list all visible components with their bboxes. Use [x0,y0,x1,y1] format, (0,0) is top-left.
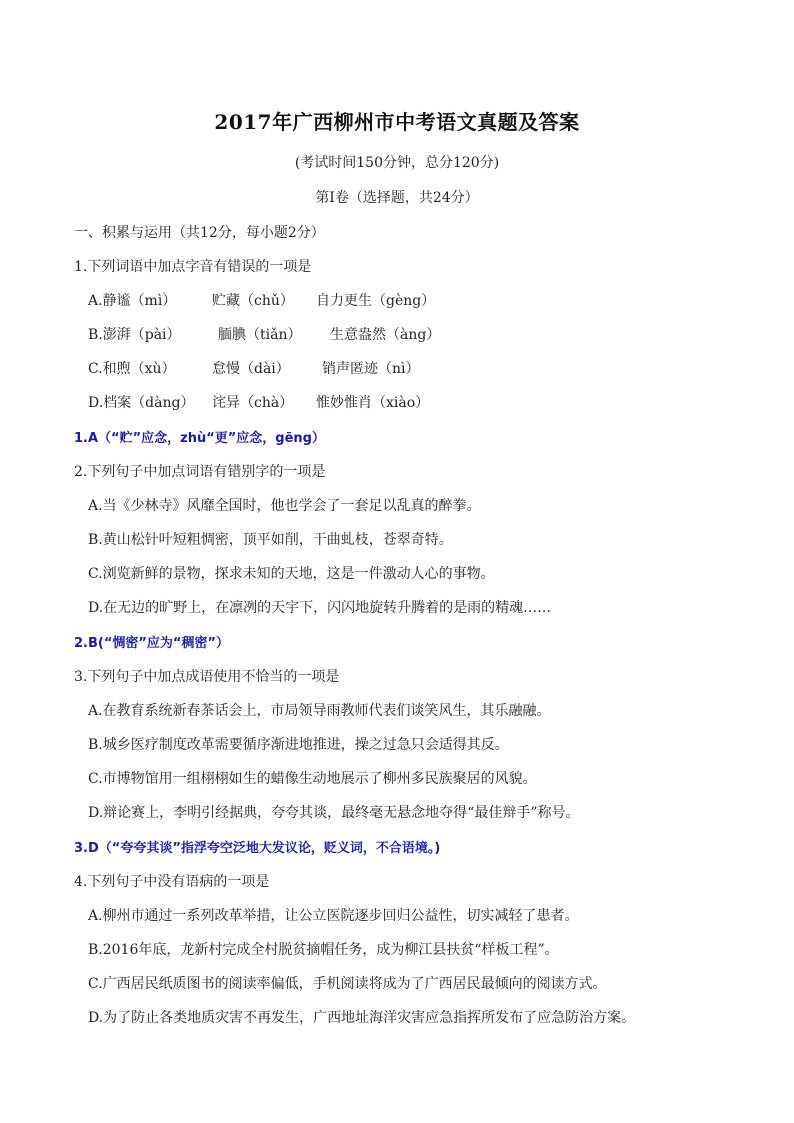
question-3-option-c: C.市博物馆用一组栩栩如生的蜡像生动地展示了柳州多民族聚居的风貌。 [88,771,537,787]
question-2-stem: 2.下列句子中加点词语有错别字的一项是 [74,464,326,480]
option-d-word-1: D.档案（dàng） [88,395,195,411]
question-2-option-a: A.当《少林寺》风靡全国时，他也学会了一套足以乱真的醉拳。 [88,498,481,514]
question-2-answer: 2.B(“惆密”应为“稠密”） [74,636,230,651]
section-heading: 一、积累与运用（共12分，每小题2分） [74,225,325,241]
option-c-word-1: C.和煦（xù） [88,361,176,377]
question-2-option-d: D.在无边的旷野上，在凛冽的天宇下，闪闪地旋转升腾着的是雨的精魂…… [88,600,552,616]
question-3-answer: 3.D（“夸夸其谈”指浮夸空泛地大发议论，贬义词，不合语境。) [74,841,441,856]
option-b-word-2: 腼腆（tiǎn） [218,327,302,343]
question-3-stem: 3.下列句子中加点成语使用不恰当的一项是 [74,669,340,685]
page-title: 2017年广西柳州市中考语文真题及答案 [214,110,580,134]
option-d-word-2: 诧异（chà） [212,395,294,411]
question-3-option-d: D.辩论赛上，李明引经据典，夸夸其谈，最终毫无悬念地夺得“最佳辩手”称号。 [88,805,580,821]
option-b-word-3: 生意盎然（àng） [330,327,441,343]
option-a-word-1: A.静谧（mì） [88,293,177,309]
option-a-word-3: 自力更生（gèng） [316,293,436,309]
option-c-word-2: 怠慢（dài） [212,361,290,377]
option-b-word-1: B.澎湃（pài） [88,327,181,343]
question-2-option-b: B.黄山松针叶短粗惆密，顶平如削，干曲虬枝，苍翠奇特。 [88,532,453,548]
question-1-answer: 1.A（“贮”应念，zhù“更”应念，gēng） [74,431,325,446]
question-3-option-a: A.在教育系统新春茶话会上，市局领导雨教师代表们谈笑风生，其乐融融。 [88,703,551,719]
question-2-option-c: C.浏览新鲜的景物，探求未知的天地，这是一件激动人心的事物。 [88,566,495,582]
question-4-option-a: A.柳州市通过一系列改革举措，让公立医院逐步回归公益性，切实减轻了患者。 [88,908,579,924]
volume-heading: 第Ⅰ卷（选择题，共24分） [315,190,479,206]
option-a-word-2: 贮藏（chǔ） [212,293,294,309]
question-1-stem: 1.下列词语中加点字音有错误的一项是 [74,259,312,275]
question-3-option-b: B.城乡医疗制度改革需要循序渐进地推进，操之过急只会适得其反。 [88,737,509,753]
option-c-word-3: 销声匿迹（nì） [322,361,420,377]
question-4-stem: 4.下列句子中没有语病的一项是 [74,874,270,890]
question-4-option-b: B.2016年底，龙新村完成全村脱贫摘帽任务，成为柳江县扶贫“样板工程”。 [88,942,559,958]
option-d-word-3: 惟妙惟肖（xiào） [316,395,430,411]
exam-info: (考试时间150分钟，总分120分) [294,155,500,171]
question-4-option-d: D.为了防止各类地质灾害不再发生，广西地址海洋灾害应急指挥所发布了应急防治方案。 [88,1010,636,1026]
question-4-option-c: C.广西居民纸质图书的阅读率偏低，手机阅读将成为了广西居民最倾向的阅读方式。 [88,976,607,992]
